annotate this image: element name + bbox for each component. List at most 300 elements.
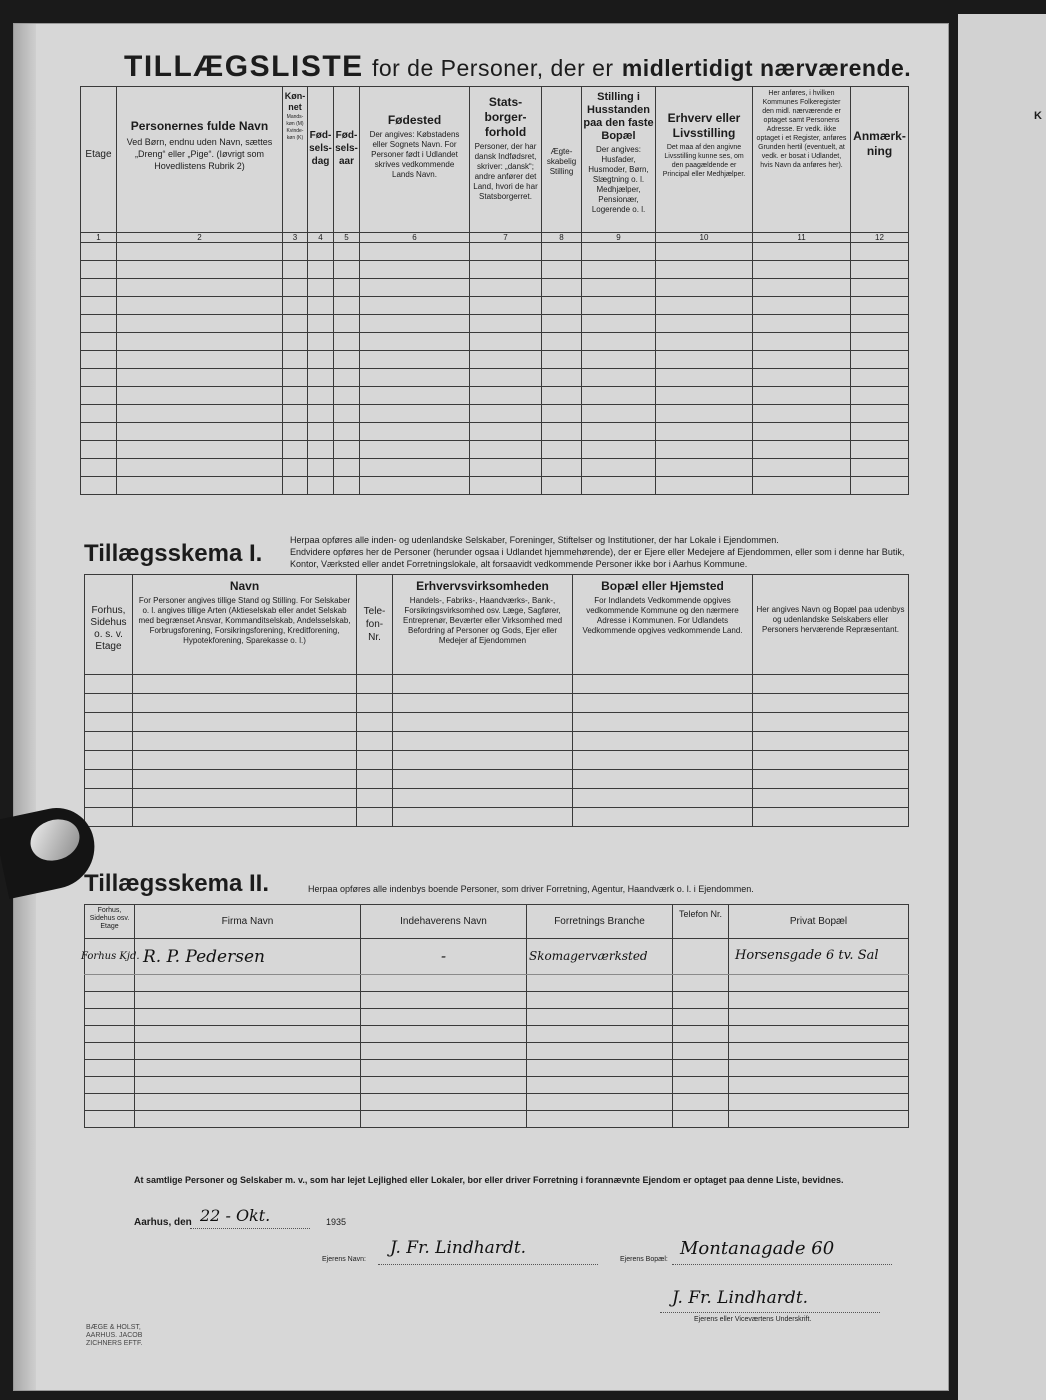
main-blank-cell (656, 279, 753, 297)
main-blank-cell (851, 369, 909, 387)
entry-owner-cell (361, 939, 527, 975)
skema1-blank-cell (753, 675, 909, 694)
main-blank-cell (851, 243, 909, 261)
main-blank-cell (656, 423, 753, 441)
skema2-blank-cell (729, 1043, 909, 1060)
main-blank-cell (360, 279, 470, 297)
main-blank-cell (470, 423, 542, 441)
skema2-blank-cell (135, 1026, 361, 1043)
skema2-description: Herpaa opføres alle indenbys boende Personer, som driver Forretning, Agentur, Haandværk o. l. i Ejendommen. (308, 884, 754, 894)
skema1-blank-row (85, 751, 909, 770)
main-blank-cell (81, 477, 117, 495)
col-num-7: 7 (470, 233, 542, 243)
skema1-blank-cell (85, 770, 133, 789)
skema1-col-phone: Tele-fon-Nr. (357, 575, 393, 675)
main-blank-cell (334, 351, 360, 369)
main-blank-row (81, 315, 909, 333)
col-birthday: Fød-sels-dag (308, 87, 334, 233)
main-table (80, 86, 909, 495)
skema1-blank-cell (85, 675, 133, 694)
main-blank-cell (308, 333, 334, 351)
main-blank-cell (360, 297, 470, 315)
main-blank-cell (656, 351, 753, 369)
skema2-blank-cell (135, 1111, 361, 1128)
main-blank-cell (117, 297, 283, 315)
main-blank-cell (656, 315, 753, 333)
main-blank-cell (656, 297, 753, 315)
main-blank-cell (117, 477, 283, 495)
main-blank-cell (334, 459, 360, 477)
main-blank-cell (283, 315, 308, 333)
main-blank-cell (542, 243, 582, 261)
skema2-blank-cell (729, 1111, 909, 1128)
main-blank-cell (283, 387, 308, 405)
skema2-col-etage: Forhus, Sidehus osv. Etage (85, 905, 135, 939)
skema1-blank-cell (753, 694, 909, 713)
main-blank-cell (851, 459, 909, 477)
skema1-blank-cell (357, 808, 393, 827)
main-blank-row (81, 423, 909, 441)
entry-etage: Forhus Kjd. (81, 951, 140, 962)
skema2-blank-cell (85, 1077, 135, 1094)
skema1-blank-row (85, 713, 909, 732)
skema2-blank-cell (729, 975, 909, 992)
main-blank-row (81, 387, 909, 405)
main-blank-cell (360, 315, 470, 333)
skema1-blank-cell (85, 808, 133, 827)
entry-address-cell (729, 939, 909, 975)
main-blank-cell (117, 243, 283, 261)
skema1-blank-cell (133, 770, 357, 789)
main-blank-cell (81, 459, 117, 477)
col-num-1: 1 (81, 233, 117, 243)
skema2-blank-cell (361, 1094, 527, 1111)
column-number-row (81, 233, 909, 243)
skema2-blank-row (85, 1043, 909, 1060)
skema2-blank-cell (673, 1009, 729, 1026)
signature-label: Ejerens eller Viceværtens Underskrift. (694, 1316, 812, 1323)
main-blank-cell (334, 441, 360, 459)
skema1-blank-cell (393, 675, 573, 694)
skema1-blank-cell (85, 732, 133, 751)
main-blank-cell (542, 441, 582, 459)
main-blank-cell (308, 297, 334, 315)
main-blank-row (81, 243, 909, 261)
skema2-blank-cell (85, 1043, 135, 1060)
skema1-blank-cell (133, 789, 357, 808)
skema2-blank-cell (85, 1009, 135, 1026)
skema1-blank-cell (393, 789, 573, 808)
skema1-blank-row (85, 732, 909, 751)
skema1-blank-cell (85, 713, 133, 732)
title-end: midlertidigt nærværende. (621, 55, 912, 81)
main-blank-cell (582, 477, 656, 495)
main-blank-cell (656, 333, 753, 351)
skema2-blank-cell (135, 1009, 361, 1026)
main-blank-cell (753, 369, 851, 387)
main-blank-cell (308, 351, 334, 369)
skema1-blank-cell (85, 751, 133, 770)
main-blank-cell (470, 315, 542, 333)
main-blank-cell (656, 477, 753, 495)
main-blank-cell (117, 369, 283, 387)
main-blank-cell (542, 477, 582, 495)
main-blank-row (81, 261, 909, 279)
main-blank-cell (656, 459, 753, 477)
main-blank-cell (117, 423, 283, 441)
main-blank-row (81, 297, 909, 315)
skema2-blank-cell (729, 1060, 909, 1077)
skema2-blank-cell (85, 1094, 135, 1111)
skema2-blank-cell (729, 1009, 909, 1026)
main-blank-cell (582, 423, 656, 441)
main-blank-cell (283, 477, 308, 495)
main-blank-cell (753, 315, 851, 333)
main-blank-cell (753, 261, 851, 279)
main-blank-cell (582, 369, 656, 387)
main-blank-cell (753, 423, 851, 441)
main-blank-cell (851, 351, 909, 369)
skema1-blank-cell (133, 713, 357, 732)
main-blank-cell (308, 279, 334, 297)
skema2-blank-cell (673, 1060, 729, 1077)
main-blank-cell (542, 261, 582, 279)
skema1-col-etage: Forhus, Sidehus o. s. v. Etage (85, 575, 133, 675)
skema1-blank-cell (573, 751, 753, 770)
main-blank-cell (117, 387, 283, 405)
main-blank-cell (334, 297, 360, 315)
entry-firm-cell (135, 939, 361, 975)
col-num-11: 11 (753, 233, 851, 243)
skema1-blank-row (85, 675, 909, 694)
skema2-blank-cell (527, 1077, 673, 1094)
skema1-blank-cell (393, 751, 573, 770)
main-blank-cell (656, 441, 753, 459)
skema2-blank-cell (673, 1043, 729, 1060)
skema1-blank-cell (573, 732, 753, 751)
main-blank-cell (470, 279, 542, 297)
col-num-10: 10 (656, 233, 753, 243)
main-blank-cell (81, 297, 117, 315)
main-blank-cell (542, 459, 582, 477)
skema1-description (290, 534, 906, 570)
main-blank-row (81, 405, 909, 423)
entry-branch: Skomagerværksted (529, 949, 648, 963)
col-address: Her anføres, i hvilken Kommunes Folkeregister den midl. nærværende er optaget samt Personens Adresse. Er vedk. ikke optaget i et Register, anføres Grunden hertil (eventuelt, at vedk. er bosat i Udlandet, hvis Navn da anføres her). (753, 87, 851, 233)
skema2-blank-cell (527, 1060, 673, 1077)
main-blank-cell (656, 387, 753, 405)
skema2-entry-row (85, 939, 909, 975)
skema2-header-row (85, 905, 909, 939)
col-num-5: 5 (334, 233, 360, 243)
col-num-8: 8 (542, 233, 582, 243)
skema1-blank-cell (133, 808, 357, 827)
main-blank-cell (470, 297, 542, 315)
skema2-blank-cell (361, 1009, 527, 1026)
skema2-blank-cell (135, 1060, 361, 1077)
main-blank-cell (360, 405, 470, 423)
skema1-blank-row (85, 808, 909, 827)
main-blank-row (81, 351, 909, 369)
main-blank-cell (360, 387, 470, 405)
declaration-year: 1935 (326, 1217, 347, 1227)
skema1-col-business: Erhvervsvirksomheden Handels-, Fabriks-, Haandværks-, Bank-, Forsikringsvirksomhed osv. Læge, Sagfører, Entreprenør, Beværter eller Virksomhed med Befordring af Personer og Gods, Ejer eller Medejer af Ejendommen (393, 575, 573, 675)
main-blank-cell (753, 333, 851, 351)
main-blank-cell (851, 315, 909, 333)
skema2-col-owner: Indehaverens Navn (361, 905, 527, 939)
main-blank-cell (117, 351, 283, 369)
skema1-table (84, 574, 909, 827)
skema1-blank-cell (133, 751, 357, 770)
main-blank-cell (656, 405, 753, 423)
main-blank-cell (470, 459, 542, 477)
skema1-blank-cell (753, 713, 909, 732)
owner-address-label: Ejerens Bopæl: (620, 1256, 668, 1263)
skema1-blank-cell (573, 789, 753, 808)
col-remark: Anmærk-ning (851, 87, 909, 233)
col-name: Personernes fulde Navn Ved Børn, endnu uden Navn, sættes „Dreng“ eller „Pige“. (Iøvrigt som Hovedlistens Rubrik 2) (117, 87, 283, 233)
entry-etage-cell (81, 939, 140, 975)
skema1-blank-cell (753, 770, 909, 789)
skema1-blank-cell (393, 808, 573, 827)
main-blank-cell (334, 387, 360, 405)
skema2-blank-cell (527, 992, 673, 1009)
skema1-blank-cell (85, 789, 133, 808)
main-blank-cell (470, 351, 542, 369)
skema2-blank-cell (85, 1111, 135, 1128)
skema2-blank-cell (85, 975, 135, 992)
skema2-blank-cell (673, 1026, 729, 1043)
main-blank-cell (117, 333, 283, 351)
title-main: TILLÆGSLISTE (124, 50, 364, 83)
skema2-blank-cell (729, 1026, 909, 1043)
main-blank-cell (360, 243, 470, 261)
main-blank-row (81, 333, 909, 351)
main-blank-row (81, 279, 909, 297)
skema2-blank-cell (85, 1026, 135, 1043)
col-num-12: 12 (851, 233, 909, 243)
skema2-blank-cell (729, 1094, 909, 1111)
main-blank-cell (81, 387, 117, 405)
skema1-blank-cell (133, 675, 357, 694)
main-blank-cell (283, 441, 308, 459)
main-blank-cell (542, 405, 582, 423)
skema1-blank-row (85, 694, 909, 713)
skema2-blank-cell (361, 1060, 527, 1077)
main-blank-cell (334, 477, 360, 495)
main-blank-cell (117, 315, 283, 333)
main-blank-cell (753, 477, 851, 495)
main-blank-cell (308, 243, 334, 261)
main-blank-cell (81, 405, 117, 423)
entry-firm: R. P. Pedersen (143, 947, 265, 967)
main-blank-cell (851, 333, 909, 351)
main-blank-cell (283, 243, 308, 261)
skema1-blank-cell (393, 732, 573, 751)
main-blank-cell (542, 315, 582, 333)
main-blank-row (81, 477, 909, 495)
skema1-desc-line1: Herpaa opføres alle inden- og udenlandske Selskaber, Foreninger, Stiftelser og Institutioner, der har Lokale i Ejendommen. (290, 535, 779, 545)
main-blank-cell (582, 315, 656, 333)
col-birthyear: Fød-sels-aar (334, 87, 360, 233)
col-marital: Ægte-skabelig Stilling (542, 87, 582, 233)
entry-address: Horsensgade 6 tv. Sal (735, 948, 879, 963)
skema1-blank-cell (357, 770, 393, 789)
main-blank-cell (308, 405, 334, 423)
col-num-3: 3 (283, 233, 308, 243)
col-etage: Etage (81, 87, 117, 233)
skema1-blank-cell (357, 694, 393, 713)
main-blank-cell (334, 279, 360, 297)
main-blank-cell (851, 387, 909, 405)
adjacent-page (958, 14, 1046, 1400)
skema2-blank-cell (673, 1094, 729, 1111)
skema1-blank-cell (393, 770, 573, 789)
page-title (124, 50, 911, 84)
col-num-9: 9 (582, 233, 656, 243)
skema2-blank-cell (527, 1043, 673, 1060)
skema2-blank-cell (361, 992, 527, 1009)
main-blank-cell (582, 405, 656, 423)
main-blank-cell (470, 369, 542, 387)
skema1-blank-cell (753, 808, 909, 827)
main-blank-cell (81, 333, 117, 351)
main-blank-cell (117, 279, 283, 297)
skema2-col-firm: Firma Navn (135, 905, 361, 939)
main-blank-cell (360, 333, 470, 351)
main-blank-cell (308, 441, 334, 459)
main-blank-cell (470, 405, 542, 423)
skema2-blank-row (85, 1077, 909, 1094)
main-blank-cell (582, 261, 656, 279)
main-blank-cell (582, 387, 656, 405)
skema2-blank-cell (673, 992, 729, 1009)
main-blank-cell (81, 369, 117, 387)
main-blank-cell (582, 279, 656, 297)
skema2-blank-cell (527, 1026, 673, 1043)
skema1-desc-line2: Endvidere opføres her de Personer (herunder ogsaa i Udlandet hjemmehørende), der er Ejere eller Medejere af Ejendommen, eller som i denne har Butik, Kontor, Værksted eller andet Forretningslokale, alt forsaavidt vedkommende Personer ikke bor i Aarhus Kommune. (290, 547, 905, 569)
skema1-blank-cell (753, 789, 909, 808)
skema1-blank-cell (573, 713, 753, 732)
main-blank-cell (360, 477, 470, 495)
skema2-blank-cell (135, 992, 361, 1009)
main-blank-cell (81, 423, 117, 441)
entry-branch-cell (527, 939, 673, 975)
skema2-blank-row (85, 1026, 909, 1043)
skema2-blank-cell (361, 1043, 527, 1060)
skema1-blank-cell (133, 694, 357, 713)
main-blank-row (81, 369, 909, 387)
skema1-col-residence: Bopæl eller Hjemsted For Indlandets Vedkommende opgives vedkommende Kommune og den nærmere Adresse i Kommunen. For Udlandets Vedkommende opgives vedkommende Land. (573, 575, 753, 675)
main-blank-cell (117, 261, 283, 279)
skema2-blank-cell (361, 1111, 527, 1128)
main-blank-cell (334, 243, 360, 261)
skema2-blank-row (85, 1094, 909, 1111)
skema1-blank-cell (573, 770, 753, 789)
skema2-blank-cell (729, 1077, 909, 1094)
main-blank-cell (470, 243, 542, 261)
main-blank-cell (308, 369, 334, 387)
main-blank-cell (542, 423, 582, 441)
main-blank-cell (851, 441, 909, 459)
main-blank-cell (81, 261, 117, 279)
main-blank-cell (360, 261, 470, 279)
main-blank-cell (334, 333, 360, 351)
main-blank-cell (753, 387, 851, 405)
main-blank-cell (851, 279, 909, 297)
main-blank-cell (283, 333, 308, 351)
main-blank-cell (334, 315, 360, 333)
main-blank-cell (582, 243, 656, 261)
skema2-blank-cell (135, 1094, 361, 1111)
main-blank-cell (656, 369, 753, 387)
main-blank-cell (851, 477, 909, 495)
printer-imprint: BÆGE & HOLST, AARHUS. JACOB ZICHNERS EFTF. (86, 1324, 143, 1347)
main-blank-cell (753, 297, 851, 315)
skema1-blank-cell (573, 675, 753, 694)
owner-name: J. Fr. Lindhardt. (390, 1238, 527, 1258)
skema2-table (81, 904, 909, 1128)
adjacent-page-letter: K (1034, 110, 1042, 122)
skema2-blank-cell (85, 1060, 135, 1077)
skema1-blank-cell (357, 789, 393, 808)
skema2-blank-cell (527, 1111, 673, 1128)
skema2-blank-row (85, 975, 909, 992)
main-blank-cell (283, 423, 308, 441)
main-blank-cell (308, 315, 334, 333)
main-blank-cell (283, 261, 308, 279)
col-household: Stilling i Husstanden paa den faste Bopæl Der angives: Husfader, Husmoder, Børn, Slægtning o. l. Medhjælper, Pensionær, Logerende o. l. (582, 87, 656, 233)
skema2-blank-cell (673, 1077, 729, 1094)
skema2-col-address: Privat Bopæl (729, 905, 909, 939)
declaration-date: 22 - Okt. (200, 1206, 271, 1225)
main-blank-cell (308, 459, 334, 477)
main-blank-cell (753, 243, 851, 261)
main-blank-cell (360, 351, 470, 369)
main-blank-cell (470, 333, 542, 351)
skema1-blank-cell (573, 694, 753, 713)
skema2-blank-cell (361, 1077, 527, 1094)
skema1-col-representative: Her angives Navn og Bopæl paa udenbys og udenlandske Selskabers eller Personers herværende Repræsentant. (753, 575, 909, 675)
main-blank-cell (753, 459, 851, 477)
main-blank-cell (470, 387, 542, 405)
main-blank-cell (81, 441, 117, 459)
skema1-blank-cell (393, 713, 573, 732)
skema1-blank-cell (573, 808, 753, 827)
main-blank-cell (334, 261, 360, 279)
main-blank-cell (753, 441, 851, 459)
skema2-blank-cell (527, 975, 673, 992)
main-blank-cell (582, 459, 656, 477)
main-blank-cell (334, 369, 360, 387)
main-blank-cell (308, 423, 334, 441)
declaration-text: At samtlige Personer og Selskaber m. v., som har lejet Lejlighed eller Lokaler, bor eller driver Forretning i forannævnte Ejendom er optaget paa denne Liste, bevidnes. (134, 1175, 844, 1185)
main-blank-cell (753, 351, 851, 369)
main-blank-cell (360, 423, 470, 441)
main-blank-cell (360, 369, 470, 387)
skema2-blank-cell (527, 1094, 673, 1111)
main-blank-cell (542, 351, 582, 369)
skema2-blank-cell (729, 992, 909, 1009)
skema2-blank-cell (85, 992, 135, 1009)
skema1-blank-cell (357, 675, 393, 694)
main-blank-cell (656, 243, 753, 261)
skema1-header-row (85, 575, 909, 675)
col-num-2: 2 (117, 233, 283, 243)
signature-line (660, 1312, 880, 1313)
main-blank-cell (117, 459, 283, 477)
col-num-6: 6 (360, 233, 470, 243)
